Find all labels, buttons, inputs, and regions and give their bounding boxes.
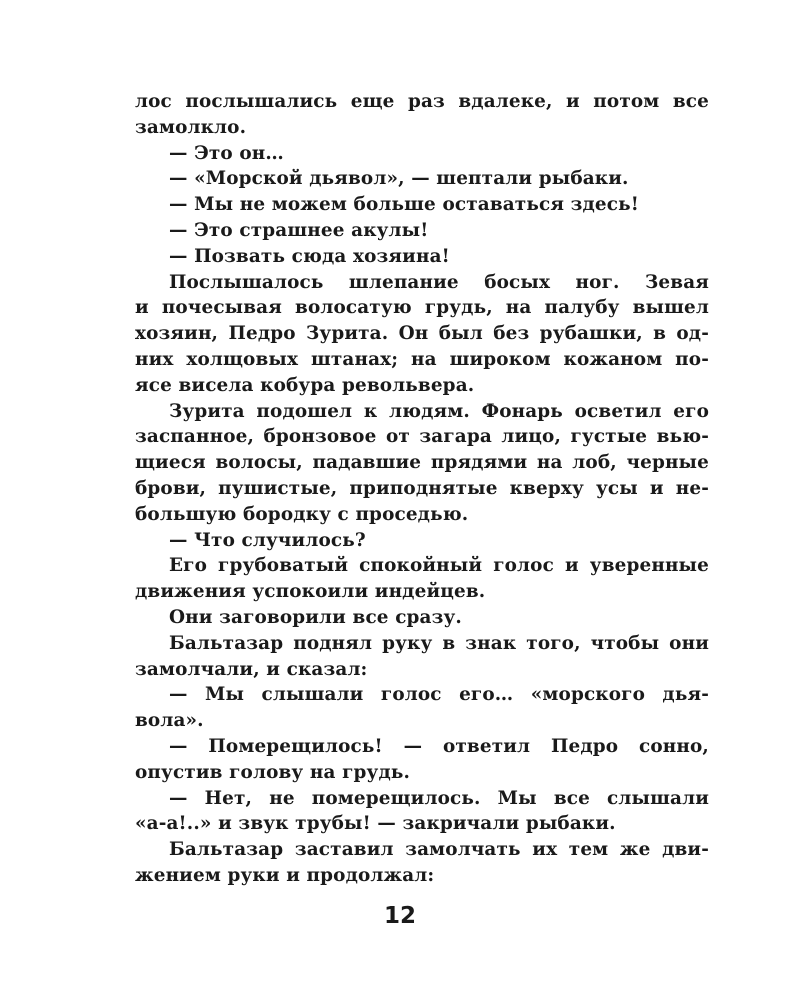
text-line: лос послышались еще раз вдалеке, и потом все bbox=[135, 91, 709, 112]
text-line: вола». bbox=[135, 710, 204, 732]
text-line: Бальтазар заставил замолчать их тем же дви- bbox=[169, 839, 709, 861]
text-line: «а-а!..» и звук трубы! — закричали рыбаки. bbox=[135, 813, 616, 835]
text-line: замолчали, и сказал: bbox=[135, 658, 368, 680]
text-line: опустив голову на грудь. bbox=[135, 761, 411, 783]
text-line: них холщовых штанах; на широком кожаном по- bbox=[135, 348, 709, 370]
text-line: Его грубоватый спокойный голос и уверенные bbox=[169, 555, 709, 577]
text-line: жением руки и продолжал: bbox=[135, 864, 435, 886]
text-line: ясе висела кобура револьвера. bbox=[135, 374, 475, 396]
text-line: и почесывая волосатую грудь, на палубу вышел bbox=[135, 297, 709, 319]
text-line: — Позвать сюда хозяина! bbox=[169, 245, 450, 267]
text-line: — Что случилось? bbox=[169, 529, 366, 551]
text-line: заспанное, бронзовое от загара лицо, густые вью- bbox=[135, 426, 709, 448]
text-line: замолкло. bbox=[135, 116, 247, 138]
text-line: — Померещилось! — ответил Педро сонно, bbox=[169, 735, 709, 757]
text-line: брови, пушистые, приподнятые кверху усы и не- bbox=[135, 477, 709, 499]
text-line: — Мы слышали голос его… «морского дья- bbox=[169, 684, 709, 706]
text-line: Послышалось шлепание босых ног. Зевая bbox=[169, 271, 709, 293]
text-line: Бальтазар поднял руку в знак того, чтобы они bbox=[169, 632, 709, 654]
text-line: Они заговорили все сразу. bbox=[169, 606, 462, 628]
text-line: — Это страшнее акулы! bbox=[169, 219, 429, 241]
text-line: — Мы не можем больше оставаться здесь! bbox=[169, 194, 639, 216]
body-text bbox=[135, 89, 709, 889]
text-line: большую бородку с проседью. bbox=[135, 503, 469, 525]
text-line: — Это он… bbox=[169, 142, 284, 164]
text-line: хозяин, Педро Зурита. Он был без рубашки, в од- bbox=[135, 323, 709, 345]
text-line: — «Морской дьявол», — шептали рыбаки. bbox=[169, 168, 629, 190]
text-line: — Нет, не померещилось. Мы все слышали bbox=[169, 787, 709, 809]
page-number: 12 bbox=[383, 903, 416, 929]
text-line: щиеся волосы, падавшие прядями на лоб, черные bbox=[135, 452, 709, 474]
text-line: движения успокоили индейцев. bbox=[135, 581, 486, 603]
text-line: Зурита подошел к людям. Фонарь осветил его bbox=[169, 400, 709, 422]
